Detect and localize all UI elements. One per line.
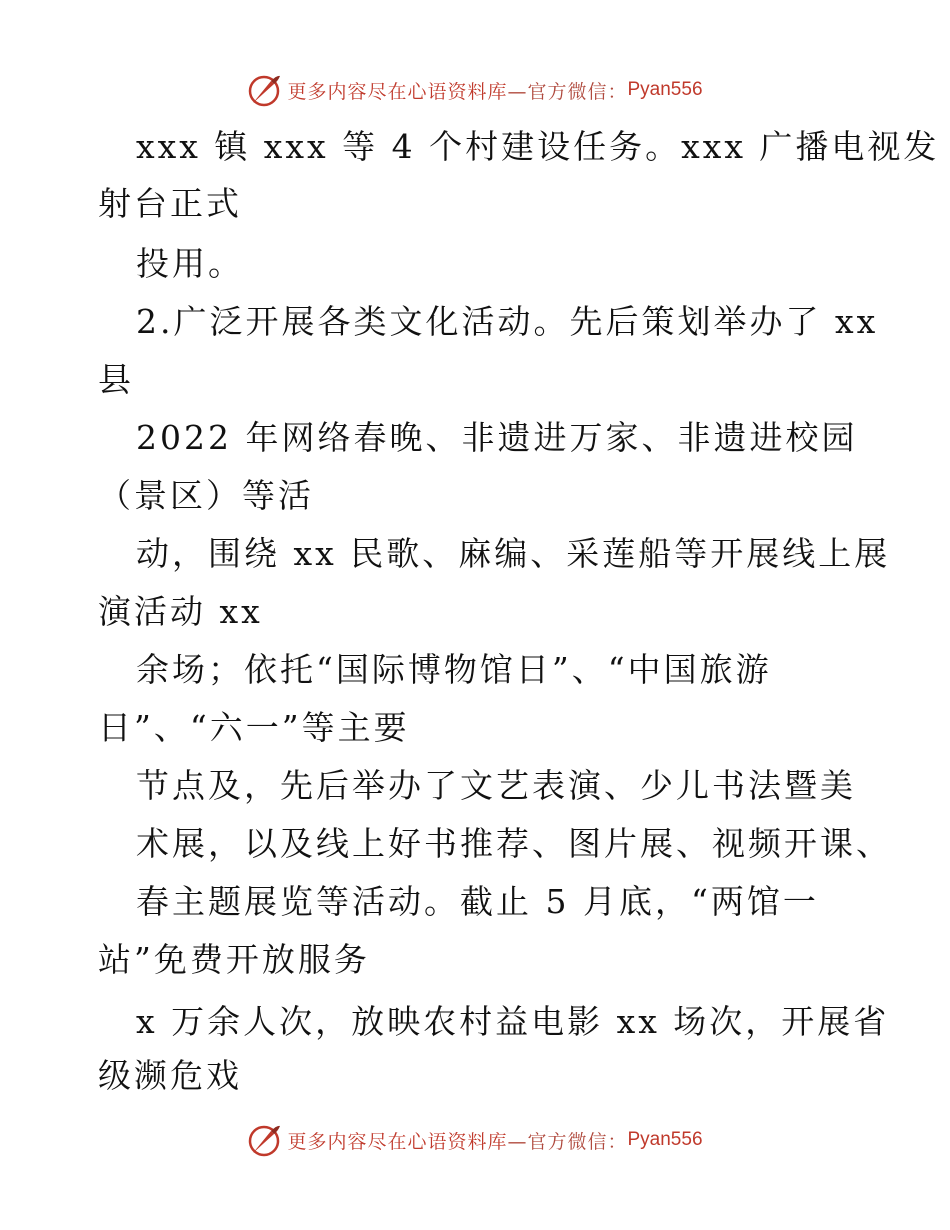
body-line: （景区）等活	[98, 476, 314, 515]
body-line: 站”免费开放服务	[98, 940, 370, 979]
body-line: xxx 镇 xxx 等 4 个村建设任务。xxx 广播电视发	[136, 127, 940, 166]
feather-pen-logo-icon	[247, 1123, 281, 1157]
body-line: 日”、“六一”等主要	[98, 708, 410, 747]
body-line: 2.广泛开展各类文化活动。先后策划举办了 xx	[136, 302, 879, 341]
body-line: 县	[98, 360, 134, 399]
footer-contact-id: Pyan556	[627, 1129, 703, 1150]
body-line: 射台正式	[98, 184, 242, 223]
footer-watermark-banner	[0, 1120, 950, 1160]
body-line: 节点及，先后举办了文艺表演、少儿书法暨美	[136, 766, 856, 805]
body-line: 术展，以及线上好书推荐、图片展、视频开课、	[136, 824, 892, 863]
body-line: 演活动 xx	[98, 592, 263, 631]
footer-contact-prefix: —官方微信：	[507, 1130, 628, 1153]
body-line: x 万余人次，放映农村益电影 xx 场次，开展省	[136, 1002, 890, 1041]
body-line: 级濒危戏	[98, 1056, 242, 1095]
header-site-text: 更多内容尽在心语资料库	[287, 80, 508, 103]
header-contact-id: Pyan556	[627, 79, 703, 100]
body-line: 余场；依托“国际博物馆日”、“中国旅游	[136, 650, 772, 689]
body-line: 春主题展览等活动。截止 5 月底，“两馆一	[136, 882, 819, 921]
footer-site-text: 更多内容尽在心语资料库	[287, 1130, 508, 1153]
body-line: 投用。	[136, 244, 244, 283]
body-line: 动，围绕 xx 民歌、麻编、采莲船等开展线上展	[136, 534, 891, 573]
header-contact-prefix: —官方微信：	[507, 80, 628, 103]
body-line: 2022 年网络春晚、非遗进万家、非遗进校园	[136, 418, 858, 457]
